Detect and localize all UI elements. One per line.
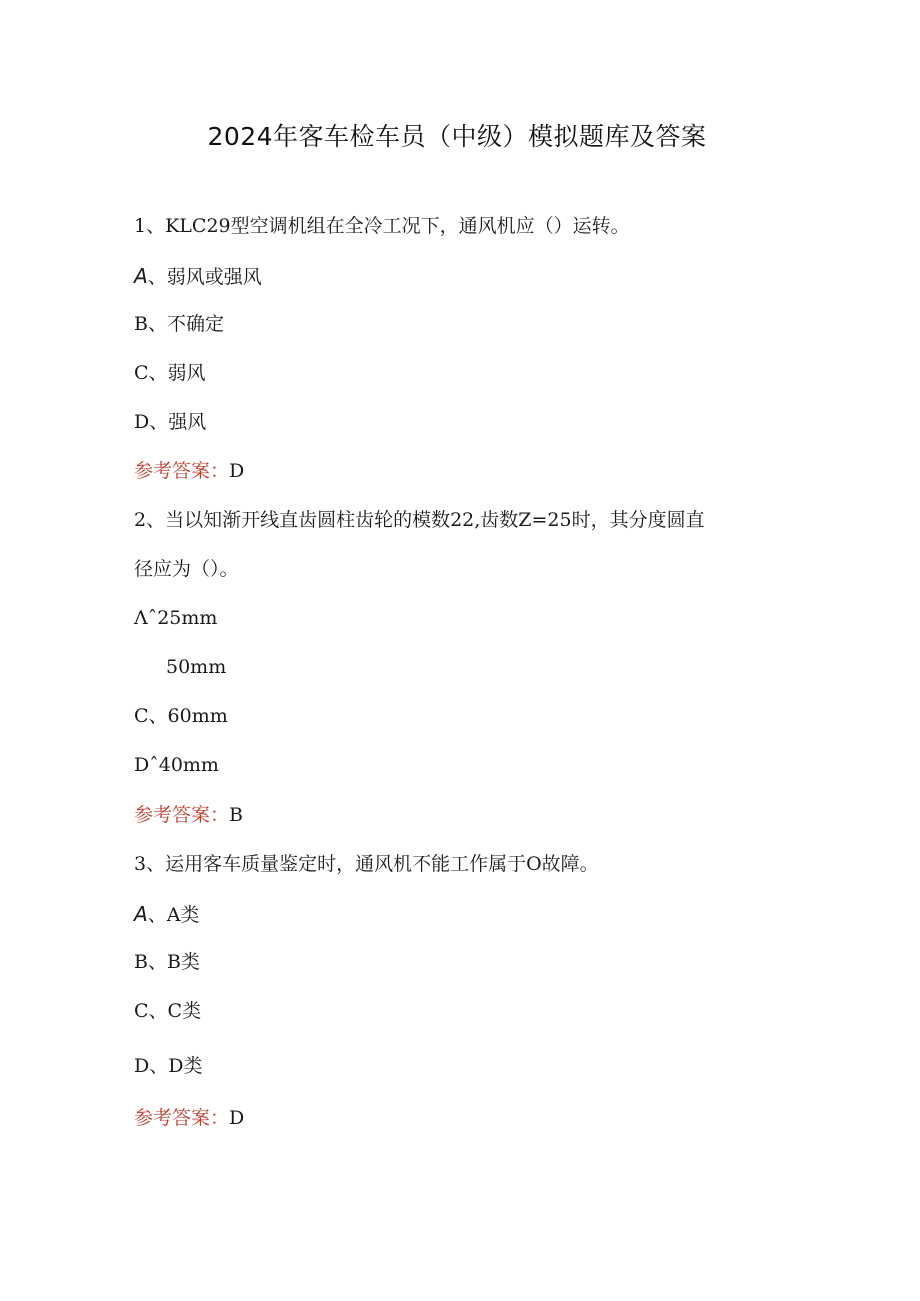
page-title: 2024年客车检车员（中级）模拟题库及答案	[207, 122, 707, 151]
question-2-option-c: C、60mm	[134, 705, 228, 727]
question-1-answer-label: 参考答案：	[134, 460, 230, 482]
question-1-answer-value: D	[229, 460, 245, 482]
question-1-option-d: D、强风	[134, 411, 207, 433]
question-3-option-b: B、B类	[134, 951, 200, 973]
question-2-stem-line-2: 径应为（）。	[134, 558, 239, 580]
question-3-option-a	[134, 902, 199, 927]
question-3-option-a-letter: A	[134, 902, 148, 926]
question-3-answer-label: 参考答案：	[134, 1107, 230, 1129]
question-1-option-a	[134, 264, 262, 289]
question-2-option-b: 50mm	[166, 656, 227, 678]
question-1-option-c: C、弱风	[134, 362, 206, 384]
question-3-option-c: C、C类	[134, 1000, 202, 1022]
question-1-option-b: B、不确定	[134, 313, 224, 335]
question-1-answer	[134, 460, 244, 483]
question-1-option-a-letter: A	[134, 264, 148, 288]
question-2-option-d: Dˆ40mm	[134, 754, 219, 776]
question-2-stem-line-1: 2、当以知渐开线直齿圆柱齿轮的模数22,齿数Z=25时，其分度圆直	[134, 509, 705, 531]
question-1-option-a-text: 、弱风或强风	[147, 266, 262, 288]
question-2-answer	[134, 804, 243, 827]
question-3-answer-value: D	[229, 1107, 245, 1129]
question-2-option-a: Λˆ25mm	[134, 607, 218, 629]
question-2-answer-value: B	[229, 804, 243, 826]
question-3-answer	[134, 1107, 244, 1130]
question-3-option-a-text: 、A类	[147, 904, 200, 926]
question-2-answer-label: 参考答案：	[134, 804, 230, 826]
question-1-stem: 1、KLC29型空调机组在全冷工况下，通风机应（）运转。	[134, 215, 630, 237]
question-3-option-d: D、D类	[134, 1055, 203, 1077]
question-3-stem: 3、运用客车质量鉴定时，通风机不能工作属于O故障。	[134, 853, 599, 875]
